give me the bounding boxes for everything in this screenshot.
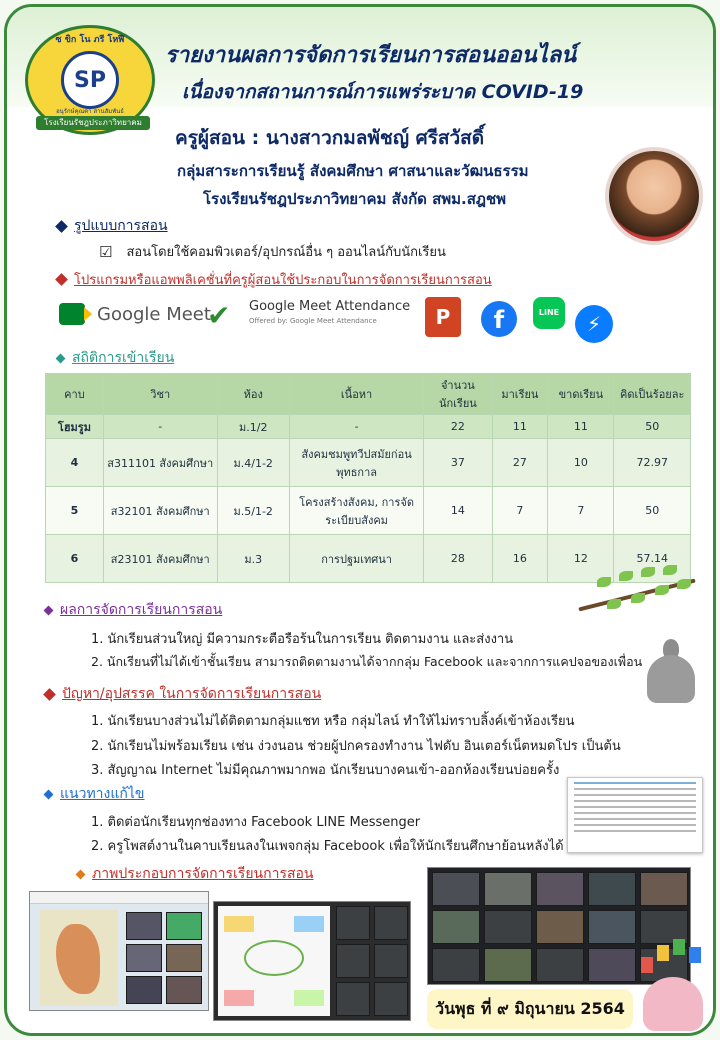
- cell: 4: [46, 439, 104, 487]
- teacher-name: ครูผู้สอน : นางสาวกมลพัชญ์ ศรีสวัสดิ์: [175, 127, 485, 149]
- cell: 7: [492, 487, 548, 535]
- cell: 37: [424, 439, 492, 487]
- cell: 11: [548, 415, 614, 439]
- table-row: [46, 487, 691, 535]
- school-logo: [25, 25, 155, 135]
- leaf: [663, 565, 677, 575]
- cell: 11: [492, 415, 548, 439]
- report-subtitle: เนื่องจากสถานการณ์การแพร่ระบาด COVID-19: [182, 81, 584, 103]
- cell: 16: [492, 535, 548, 583]
- line-icon: LINE: [533, 297, 565, 329]
- screenshot-map-lesson: [29, 891, 209, 1011]
- doc-line: [574, 800, 696, 802]
- video-tile: [336, 982, 370, 1016]
- flag-shape: [673, 939, 685, 955]
- leaf: [597, 577, 611, 587]
- cell: โครงสร้างสังคม, การจัดระเบียบสังคม: [289, 487, 423, 535]
- cell: 27: [492, 439, 548, 487]
- doc-line: [574, 830, 696, 832]
- solutions-heading-label: แนวทางแก้ไข: [60, 786, 145, 802]
- results-item-1: 1. นักเรียนส่วนใหญ่ มีความกระตือรือร้นในการเรียน ติดตามงาน และส่งงาน: [91, 632, 514, 647]
- apps-heading-label: โปรแกรมหรือแอพพลิเคชั่นที่ครูผู้สอนใช้ประกอบในการจัดการเรียนการสอน: [74, 273, 492, 288]
- cell: 14: [424, 487, 492, 535]
- festive-decoration: [635, 937, 715, 1036]
- col-absent: ขาดเรียน: [548, 374, 614, 415]
- report-title: รายงานผลการจัดการเรียนการสอนออนไลน์: [165, 43, 577, 68]
- doc-line: [574, 782, 696, 784]
- cell: 10: [548, 439, 614, 487]
- doc-line: [574, 794, 696, 796]
- doc-line: [574, 788, 696, 790]
- cell: 5: [46, 487, 104, 535]
- diamond-bullet-icon: [56, 353, 66, 363]
- cell: ส32101 สังคมศึกษา: [103, 487, 217, 535]
- video-tile: [126, 944, 162, 972]
- col-total: จำนวนนักเรียน: [424, 374, 492, 415]
- video-tile: [432, 872, 480, 906]
- teaching-format-item: [99, 241, 446, 262]
- leaf: [641, 567, 655, 577]
- col-content: เนื้อหา: [289, 374, 423, 415]
- video-tile: [166, 976, 202, 1004]
- cell: 6: [46, 535, 104, 583]
- cell: 57.14: [614, 535, 691, 583]
- solutions-item-2: 2. ครูโพสต์งานในคาบเรียนลงในเพจกลุ่ม Facebook เพื่อให้นักเรียนศึกษาย้อนหลังได้: [91, 839, 564, 854]
- results-item-2: 2. นักเรียนที่ไม่ได้เข้าชั้นเรียน สามารถติดตามงานได้จากกลุ่ม Facebook และจากการแคปจอของเพื่อน: [91, 654, 643, 669]
- solutions-item-1: 1. ติดต่อนักเรียนทุกช่องทาง Facebook LINE Messenger: [91, 815, 421, 830]
- leaf: [677, 579, 691, 589]
- flag-shape: [641, 957, 653, 973]
- diamond-bullet-icon: [43, 688, 56, 701]
- attendance-table: [45, 373, 691, 583]
- mindmap-node: [244, 940, 304, 976]
- checkbox-icon: ☑: [99, 242, 113, 261]
- video-tile: [336, 944, 370, 978]
- teaching-format-heading: [57, 215, 168, 237]
- gma-subtitle: Offered by: Google Meet Attendance: [249, 317, 377, 325]
- cell: 22: [424, 415, 492, 439]
- doc-line: [574, 812, 696, 814]
- doc-line: [574, 806, 696, 808]
- table-header-row: [46, 374, 691, 415]
- cell: 28: [424, 535, 492, 583]
- screenshot-mindmap-lesson: [213, 901, 411, 1021]
- video-tile: [588, 872, 636, 906]
- google-meet-logo: [59, 303, 211, 325]
- teaching-format-label: รูปแบบการสอน: [74, 218, 168, 234]
- photos-heading-label: ภาพประกอบการจัดการเรียนการสอน: [92, 866, 314, 882]
- doc-line: [574, 818, 696, 820]
- logo-subtext: อนุรักษ์คุณค่า สานสัมพันธ์: [56, 108, 124, 115]
- cell: 50: [614, 487, 691, 535]
- photos-heading: [77, 863, 313, 885]
- flag-shape: [657, 945, 669, 961]
- cell: สังคมชมพูทวีปสมัยก่อนพุทธกาล: [289, 439, 423, 487]
- report-date: วันพุธ ที่ ๙ มิถุนายน 2564: [427, 989, 633, 1029]
- cell: ม.3: [217, 535, 289, 583]
- problems-heading: [45, 683, 321, 705]
- col-period: คาบ: [46, 374, 104, 415]
- diamond-bullet-icon: [44, 605, 54, 615]
- problems-item-1: 1. นักเรียนบางส่วนไม่ได้ติดตามกลุ่มแชท หรือ กลุ่มไลน์ ทำให้ไม่ทราบลิ้งค์เข้าห้องเรียน: [91, 714, 575, 729]
- apps-row: [59, 297, 679, 343]
- bodhi-branch-decoration: [567, 563, 697, 633]
- leaf: [631, 593, 645, 603]
- video-tile: [640, 872, 688, 906]
- mindmap-node: [224, 916, 254, 932]
- flag-shape: [689, 947, 701, 963]
- map-shape: [56, 924, 100, 994]
- solutions-heading: [45, 783, 145, 805]
- video-tile: [126, 912, 162, 940]
- mindmap-node: [294, 990, 324, 1006]
- video-tile: [484, 948, 532, 982]
- video-tile: [432, 910, 480, 944]
- video-tile: [484, 872, 532, 906]
- video-tile: [588, 948, 636, 982]
- shot-map: [40, 910, 118, 1006]
- checkmark-icon: ✔: [207, 299, 231, 332]
- school-name: โรงเรียนรัชฎประภาวิทยาคม สังกัด สพม.สฎชพ: [203, 190, 507, 208]
- mindmap-node: [294, 916, 324, 932]
- powerpoint-icon: P: [425, 297, 461, 337]
- attendance-heading-label: สถิติการเข้าเรียน: [72, 350, 175, 366]
- diamond-bullet-icon: [44, 789, 54, 799]
- video-tile: [588, 910, 636, 944]
- results-heading: [45, 599, 222, 621]
- attendance-heading: [57, 347, 174, 369]
- google-meet-icon: [59, 303, 85, 325]
- gma-title: Google Meet Attendance: [249, 299, 411, 314]
- doc-line: [574, 824, 696, 826]
- video-tile: [432, 948, 480, 982]
- logo-motto: ซ ขิก โน ภรี โหฬี: [55, 35, 125, 45]
- apps-heading: [57, 269, 492, 290]
- video-tile: [374, 944, 408, 978]
- diamond-bullet-icon: [55, 220, 68, 233]
- department-name: กลุ่มสาระการเรียนรู้ สังคมศึกษา ศาสนาและวัฒนธรรม: [177, 162, 529, 180]
- video-tile: [374, 906, 408, 940]
- problems-item-2: 2. นักเรียนไม่พร้อมเรียน เช่น ง่วงนอน ช่วยผู้ปกครองทำงาน ไฟดับ อินเตอร์เน็ตหมดโปร เป็นต้น: [91, 739, 621, 754]
- lantern-shape: [643, 977, 703, 1031]
- teaching-format-text: สอนโดยใช้คอมพิวเตอร์/อุปกรณ์อื่น ๆ ออนไลน์กับนักเรียน: [126, 245, 446, 260]
- col-room: ห้อง: [217, 374, 289, 415]
- video-tile: [166, 912, 202, 940]
- leaf: [619, 571, 633, 581]
- cell: ม.5/1-2: [217, 487, 289, 535]
- logo-emblem: SP: [61, 51, 119, 109]
- video-tile: [536, 872, 584, 906]
- shot-slide: [218, 906, 330, 1016]
- table-row: [46, 439, 691, 487]
- google-meet-attendance: [249, 299, 410, 325]
- cell: ม.4/1-2: [217, 439, 289, 487]
- cell: ส23101 สังคมศึกษา: [103, 535, 217, 583]
- facebook-icon: f: [481, 301, 517, 337]
- poster-frame: [4, 4, 716, 1036]
- video-tile: [536, 948, 584, 982]
- video-tile: [336, 906, 370, 940]
- table-row: [46, 415, 691, 439]
- leaf: [607, 599, 621, 609]
- logo-ribbon: โรงเรียนรัชฎประภาวิทยาคม: [36, 116, 150, 130]
- col-present: มาเรียน: [492, 374, 548, 415]
- cell: -: [289, 415, 423, 439]
- diamond-bullet-icon: [55, 273, 68, 286]
- video-tile: [166, 944, 202, 972]
- diamond-bullet-icon: [76, 869, 86, 879]
- mindmap-node: [224, 990, 254, 1006]
- cell: 7: [548, 487, 614, 535]
- google-meet-label: Google Meet: [97, 303, 211, 325]
- video-tile: [374, 982, 408, 1016]
- messenger-icon: ⚡: [575, 305, 613, 343]
- video-tile: [484, 910, 532, 944]
- video-tile: [536, 910, 584, 944]
- buddha-body: [647, 655, 695, 703]
- problems-item-3: 3. สัญญาณ Internet ไม่มีคุณภาพมากพอ นักเรียนบางคนเข้า-ออกห้องเรียนบ่อยครั้ง: [91, 763, 560, 778]
- results-heading-label: ผลการจัดการเรียนการสอน: [60, 602, 223, 618]
- video-tile: [126, 976, 162, 1004]
- shot-toolbar: [30, 892, 208, 904]
- teacher-photo: [605, 147, 703, 245]
- cell: โฮมรูม: [46, 415, 104, 439]
- cell: 12: [548, 535, 614, 583]
- document-thumbnail: [567, 777, 703, 853]
- col-subject: วิชา: [103, 374, 217, 415]
- buddha-statue-decoration: [643, 639, 699, 703]
- cell: ส311101 สังคมศึกษา: [103, 439, 217, 487]
- cell: 50: [614, 415, 691, 439]
- cell: ม.1/2: [217, 415, 289, 439]
- col-percent: คิดเป็นร้อยละ: [614, 374, 691, 415]
- leaf: [655, 585, 669, 595]
- problems-heading-label: ปัญหา/อุปสรรค ในการจัดการเรียนการสอน: [62, 686, 322, 702]
- cell: 72.97: [614, 439, 691, 487]
- cell: -: [103, 415, 217, 439]
- cell: การปฐมเทศนา: [289, 535, 423, 583]
